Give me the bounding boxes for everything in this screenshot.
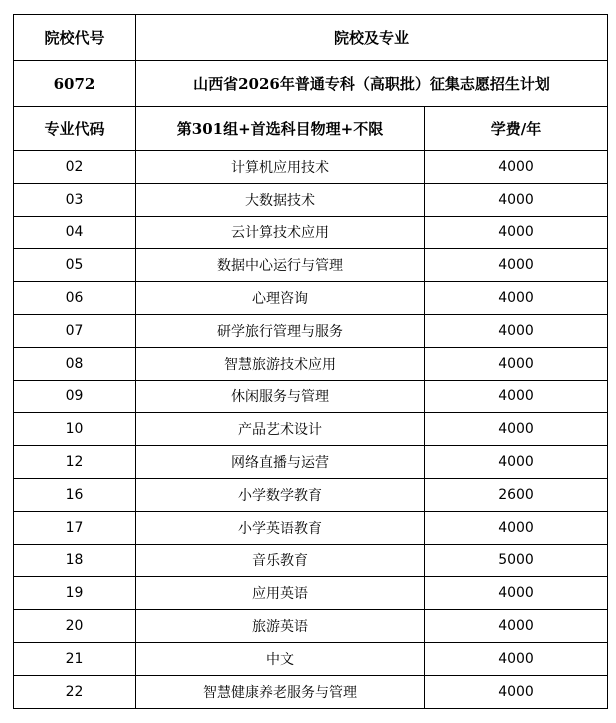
major-name-cell: 计算机应用技术 — [136, 151, 425, 184]
tuition-cell: 4000 — [425, 282, 608, 315]
tuition-cell: 4000 — [425, 347, 608, 380]
table-row — [14, 151, 608, 184]
tuition-cell: 4000 — [425, 151, 608, 184]
tuition-cell: 4000 — [425, 577, 608, 610]
tuition-cell: 4000 — [425, 380, 608, 413]
tuition-cell: 4000 — [425, 511, 608, 544]
tuition-cell: 4000 — [425, 249, 608, 282]
major-name-cell: 心理咨询 — [136, 282, 425, 315]
table-row — [14, 642, 608, 675]
major-code-cell: 16 — [14, 478, 136, 511]
major-name-cell: 智慧健康养老服务与管理 — [136, 675, 425, 708]
major-name-cell: 小学英语教育 — [136, 511, 425, 544]
major-code-cell: 09 — [14, 380, 136, 413]
major-code-cell: 06 — [14, 282, 136, 315]
major-name-cell: 云计算技术应用 — [136, 216, 425, 249]
major-name-cell: 小学数学教育 — [136, 478, 425, 511]
tuition-cell: 4000 — [425, 675, 608, 708]
major-code-header: 专业代码 — [14, 107, 136, 151]
major-name-cell: 数据中心运行与管理 — [136, 249, 425, 282]
table-row — [14, 478, 608, 511]
school-code: 6072 — [14, 61, 136, 107]
major-code-cell: 17 — [14, 511, 136, 544]
major-code-cell: 18 — [14, 544, 136, 577]
table-row — [14, 577, 608, 610]
major-code-cell: 10 — [14, 413, 136, 446]
table-row — [14, 249, 608, 282]
table-row — [14, 511, 608, 544]
column-header-row — [14, 107, 608, 151]
major-code-cell: 07 — [14, 314, 136, 347]
major-code-cell: 05 — [14, 249, 136, 282]
tuition-cell: 4000 — [425, 413, 608, 446]
group-header: 第301组+首选科目物理+不限 — [136, 107, 425, 151]
major-name-cell: 中文 — [136, 642, 425, 675]
major-code-cell: 19 — [14, 577, 136, 610]
plan-title: 山西省2026年普通专科（高职批）征集志愿招生计划 — [136, 61, 608, 107]
major-code-cell: 21 — [14, 642, 136, 675]
table-row — [14, 183, 608, 216]
tuition-cell: 4000 — [425, 314, 608, 347]
tuition-cell: 2600 — [425, 478, 608, 511]
tuition-cell: 4000 — [425, 610, 608, 643]
header-row — [14, 15, 608, 61]
enrollment-plan-table — [13, 14, 608, 709]
school-row — [14, 61, 608, 107]
major-code-cell: 12 — [14, 446, 136, 479]
major-name-cell: 音乐教育 — [136, 544, 425, 577]
table-row — [14, 347, 608, 380]
major-name-cell: 旅游英语 — [136, 610, 425, 643]
school-code-header: 院校代号 — [14, 15, 136, 61]
major-code-cell: 04 — [14, 216, 136, 249]
major-name-cell: 休闲服务与管理 — [136, 380, 425, 413]
table-row — [14, 446, 608, 479]
tuition-cell: 5000 — [425, 544, 608, 577]
major-name-cell: 大数据技术 — [136, 183, 425, 216]
school-major-header: 院校及专业 — [136, 15, 608, 61]
major-code-cell: 02 — [14, 151, 136, 184]
table-row — [14, 216, 608, 249]
major-name-cell: 智慧旅游技术应用 — [136, 347, 425, 380]
tuition-cell: 4000 — [425, 642, 608, 675]
tuition-cell: 4000 — [425, 446, 608, 479]
table-row — [14, 610, 608, 643]
tuition-cell: 4000 — [425, 216, 608, 249]
table-row — [14, 413, 608, 446]
major-name-cell: 产品艺术设计 — [136, 413, 425, 446]
table-row — [14, 282, 608, 315]
tuition-cell: 4000 — [425, 183, 608, 216]
major-name-cell: 应用英语 — [136, 577, 425, 610]
table-row — [14, 675, 608, 708]
major-code-cell: 08 — [14, 347, 136, 380]
major-code-cell: 22 — [14, 675, 136, 708]
tuition-header: 学费/年 — [425, 107, 608, 151]
major-code-cell: 20 — [14, 610, 136, 643]
major-name-cell: 研学旅行管理与服务 — [136, 314, 425, 347]
major-name-cell: 网络直播与运营 — [136, 446, 425, 479]
table-row — [14, 314, 608, 347]
major-code-cell: 03 — [14, 183, 136, 216]
table-row — [14, 544, 608, 577]
table-row — [14, 380, 608, 413]
